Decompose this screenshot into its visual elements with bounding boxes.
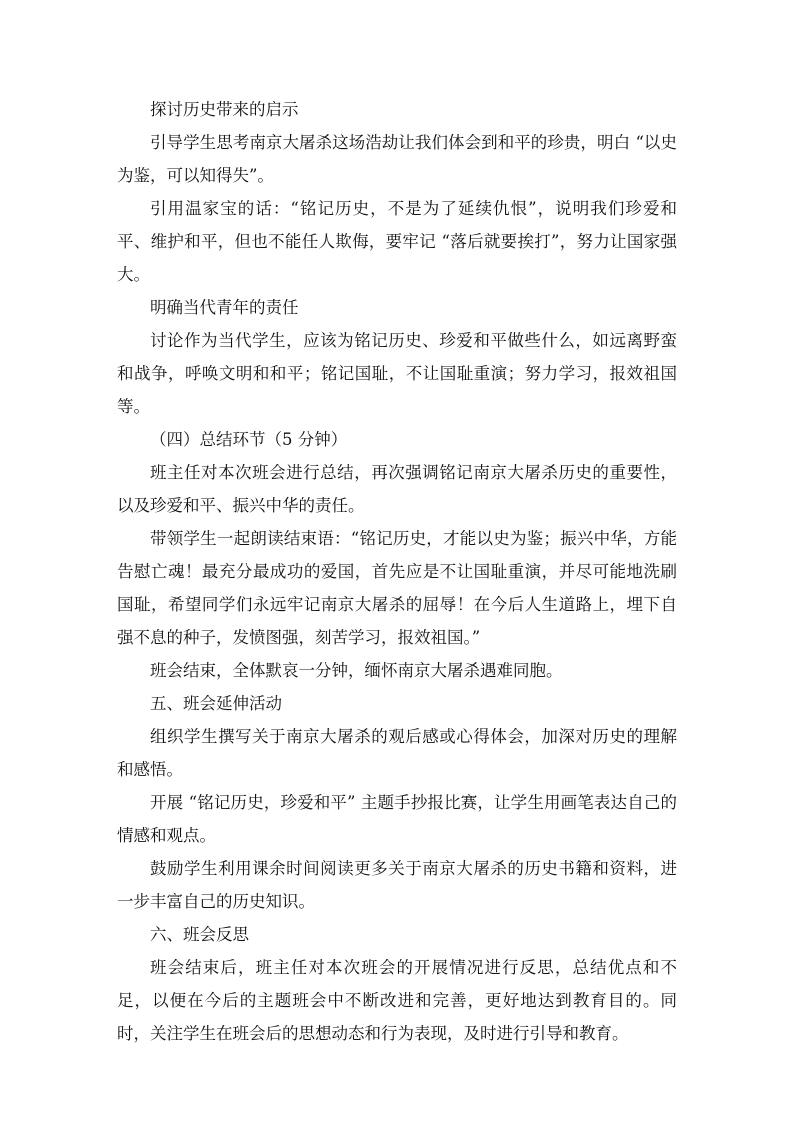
heading-reflection: 六、班会反思 [150,925,249,944]
paragraph-silence: 班会结束，全体默哀一分钟，缅怀南京大屠杀遇难同胞。 [150,661,563,680]
heading-lessons: 探讨历史带来的启示 [150,100,299,119]
paragraph-reading: 鼓励学生利用课余时间阅读更多关于南京大屠杀的历史书籍和资料，进一步丰富自己的历史知识。 [117,859,677,911]
heading-extension: 五、班会延伸活动 [150,694,282,713]
heading-youth-responsibility: 明确当代青年的责任 [150,298,299,317]
paragraph-guide-students: 引导学生思考南京大屠杀这场浩劫让我们体会到和平的珍贵，明白 “以史为鉴，可以知得失”。 [117,133,677,185]
heading-summary: （四）总结环节（5 分钟） [150,430,348,449]
paragraph-reflection: 班会结束后，班主任对本次班会的开展情况进行反思，总结优点和不足，以便在今后的主题班会中不断改进和完善，更好地达到教育目的。同时，关注学生在班会后的思想动态和行为表现，及时进行引导和教育。 [117,958,677,1043]
document-page [117,93,677,1050]
paragraph-discussion: 讨论作为当代学生，应该为铭记历史、珍爱和平做些什么，如远离野蛮和战争，呼唤文明和和平；铭记国耻，不让国耻重演；努力学习，报效祖国等。 [117,331,677,416]
paragraph-poster-contest: 开展 “铭记历史，珍爱和平” 主题手抄报比赛，让学生用画笔表达自己的情感和观点。 [117,793,677,845]
paragraph-essay: 组织学生撰写关于南京大屠杀的观后感或心得体会，加深对历史的理解和感悟。 [117,727,677,779]
paragraph-teacher-summary: 班主任对本次班会进行总结，再次强调铭记南京大屠杀历史的重要性，以及珍爱和平、振兴中华的责任。 [117,463,677,515]
paragraph-closing-words: 带领学生一起朗读结束语：“铭记历史，才能以史为鉴；振兴中华，方能告慰亡魂！最充分最成功的爱国，首先应是不让国耻重演，并尽可能地洗刷国耻，希望同学们永远牢记南京大屠杀的屈辱！在今后人生道路上，埋下自强不息的种子，发愤图强，刻苦学习，报效祖国。” [117,529,677,647]
paragraph-quote: 引用温家宝的话：“铭记历史，不是为了延续仇恨”，说明我们珍爱和平、维护和平，但也不能任人欺侮，要牢记 “落后就要挨打”，努力让国家强大。 [117,199,677,284]
